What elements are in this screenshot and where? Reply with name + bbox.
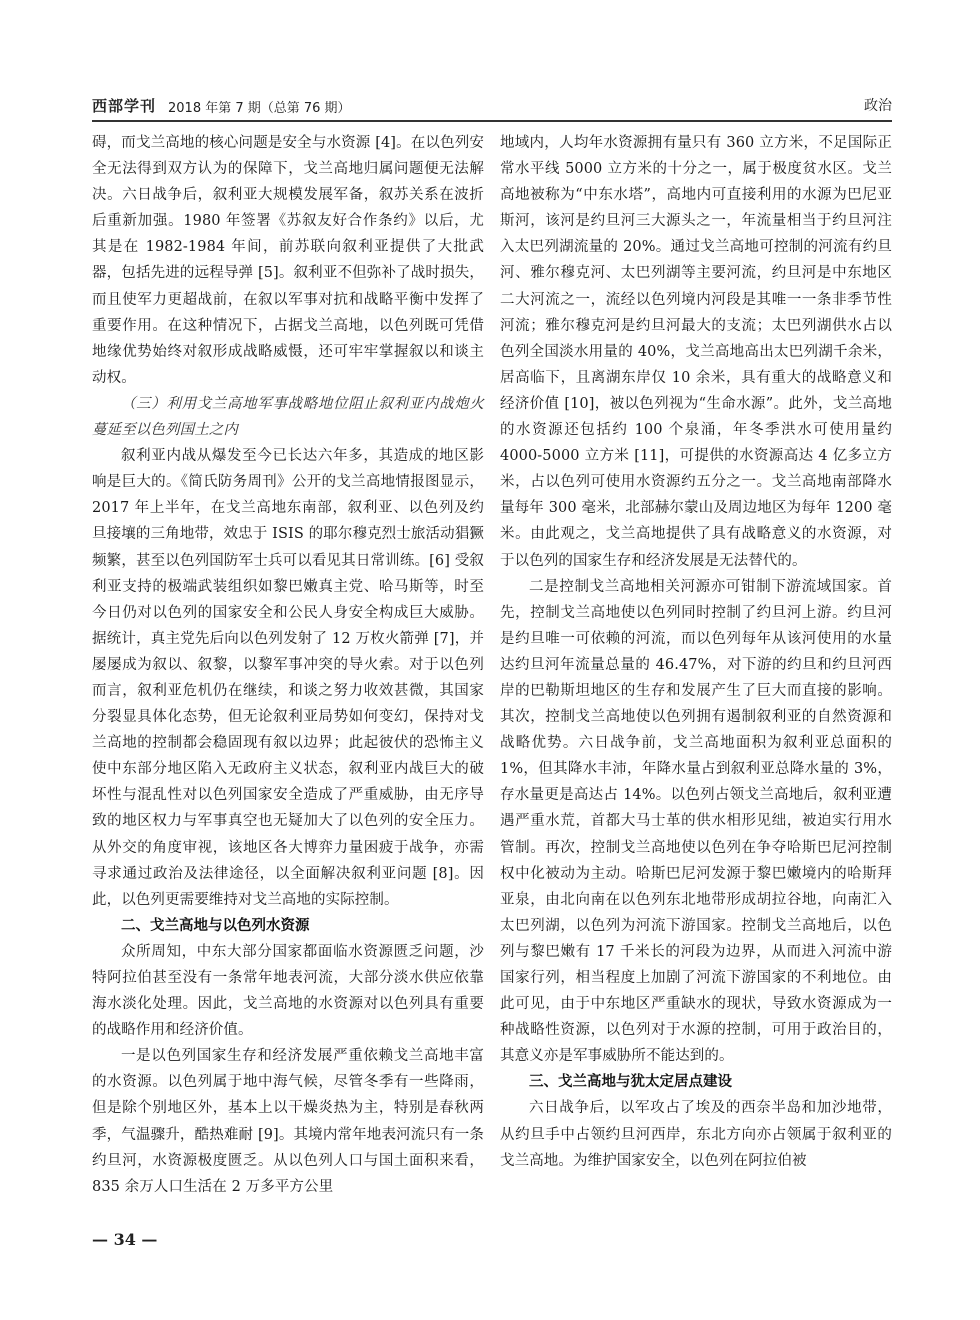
section-heading: 三、戈兰高地与犹太定居点建设 xyxy=(529,1074,732,1091)
paragraph: 众所周知，中东大部分国家都面临水资源匮乏问题，沙特阿拉伯甚至没有一条常年地表河流，大部分淡水供应依靠海水淡化处理。因此，戈兰高地的水资源对以色列具有重要的战略作用和经济价值。 xyxy=(92,943,484,1039)
paragraph: 一是以色列国家生存和经济发展严重依赖戈兰高地丰富的水资源。以色列属于地中海气候，尽管冬季有一些降雨，但是除个别地区外，基本上以干燥炎热为主，特别是春秋两季，气温骤升，酷热难耐 [9]。其境内常年地表河流只有一条约旦河，水资源极度匮乏。从以色列人口与国土面积来看，835 余万人口生活在 2 万多平方公里 xyxy=(92,1048,484,1195)
section-heading: 二、戈兰高地与以色列水资源 xyxy=(121,917,310,934)
paragraph: 地域内，人均年水资源拥有量只有 360 立方米，不足国际正常水平线 5000 立方米的十分之一，属于极度贫水区。戈兰高地被称为“中东水塔”，高地内可直接利用的水源为巴尼亚斯河，该河是约旦河三大源头之一，年流量相当于约旦河注入太巴列湖流量的 20%。通过戈兰高地可控制的河流有约旦河、雅尔穆克河、太巴列湖等主要河流，约旦河是中东地区二大河流之一，流经以色列境内河段是其唯一一条非季节性河流；雅尔穆克河是约旦河最大的支流；太巴列湖供水占以色列全国淡水用量的 40%，戈兰高地高出太巴列湖千余米，居高临下，且离湖东岸仅 10 余米，具有重大的战略意义和经济价值 [10]，被以色列视为“生命水源”。此外，戈兰高地的水资源还包括约 100 个泉涌，年冬季洪水可使用量约 4000-5000 立方米 [11]，可提供的水资源高达 4 亿多立方米，占以色列可使用水资源约五分之一。戈兰高地南部降水量每年 300 毫米，北部赫尔蒙山及周边地区为每年 1200 毫米。由此观之，戈兰高地提供了具有战略意义的水资源，对于以色列的国家生存和经济发展是无法替代的。 xyxy=(500,135,892,569)
right-column xyxy=(500,130,892,1174)
issue-info: 2018 年第 7 期（总第 76 期） xyxy=(168,101,351,116)
running-header xyxy=(92,93,892,119)
paragraph: 二是控制戈兰高地相关河源亦可钳制下游流域国家。首先，控制戈兰高地使以色列同时控制了约旦河上游。约旦河是约旦唯一可依赖的河流，而以色列每年从该河使用的水量达约旦河年流量总量的 46.47%，对下游的约旦和约旦河西岸的巴勒斯坦地区的生存和发展产生了巨大而直接的影响。其次，控制戈兰高地使以色列拥有遏制叙利亚的自然资源和战略优势。六日战争前，戈兰高地面积为叙利亚总面积的 1%，但其降水丰沛，年降水量占到叙利亚总降水量的 3%，存水量更是高达占 14%。以色列占领戈兰高地后，叙利亚遭遇严重水荒，首都大马士革的供水相形见绌，被迫实行用水管制。再次，控制戈兰高地使以色列在争夺哈斯巴尼河控制权中化被动为主动。哈斯巴尼河发源于黎巴嫩境内的哈斯拜亚泉，由北向南在以色列东北地带形成胡拉谷地，向南汇入太巴列湖，以色列为河流下游国家。控制戈兰高地后，以色列与黎巴嫩有 17 千米长的河段为边界，从而进入河流中游国家行列，相当程度上加剧了河流下游国家的不利地位。由此可见，由于中东地区严重缺水的现状，导致水资源成为一种战略性资源，以色列对于水源的控制，可用于政治目的，其意义亦是军事威胁所不能达到的。 xyxy=(500,578,892,1065)
paragraph: 六日战争后，以军攻占了埃及的西奈半岛和加沙地带，从约旦手中占领约旦河西岸，东北方向亦占领属于叙利亚的戈兰高地。为维护国家安全，以色列在阿拉伯被 xyxy=(500,1100,892,1169)
paragraph: 碍，而戈兰高地的核心问题是安全与水资源 [4]。在以色列安全无法得到双方认为的保障下，戈兰高地归属问题便无法解决。六日战争后，叙利亚大规模发展军备，叙苏关系在波折后重新加强。1980 年签署《苏叙友好合作条约》以后，尤其是在 1982-1984 年间，前苏联向叙利亚提供了大批武器，包括先进的远程导弹 [5]。叙利亚不但弥补了战时损失，而且使军力更超战前，在叙以军事对抗和战略平衡中发挥了重要作用。在这种情况下，占据戈兰高地，以色列既可凭借地缘优势始终对叙形成战略威慑，还可牢牢掌握叙以和谈主动权。 xyxy=(92,135,484,386)
page-number: — 34 — xyxy=(92,1230,158,1249)
left-column xyxy=(92,130,484,1200)
section-label: 政治 xyxy=(864,98,892,114)
subsection-heading: （三）利用戈兰高地军事战略地位阻止叙利亚内战炮火蔓延至以色列国土之内 xyxy=(92,395,484,439)
paragraph: 叙利亚内战从爆发至今已长达六年多，其造成的地区影响是巨大的。《简氏防务周刊》公开的戈兰高地情报图显示，2017 年上半年，在戈兰高地东南部，叙利亚、以色列及约旦接壤的三角地带，效忠于 ISIS 的耶尔穆克烈士旅活动猖獗频繁，甚至以色列国防军士兵可以看见其日常训练。[6] 受叙利亚支持的极端武装组织如黎巴嫩真主党、哈马斯等，时至今日仍对以色列的国家安全和公民人身安全构成巨大威胁。据统计，真主党先后向以色列发射了 12 万枚火箭弹 [7]，并屡屡成为叙以、叙黎，以黎军事冲突的导火索。对于以色列而言，叙利亚危机仍在继续，和谈之努力收效甚微，其国家分裂显具体化态势，但无论叙利亚局势如何变幻，保持对戈兰高地的控制都会稳固现有叙以边界；此起彼伏的恐怖主义使中东部分地区陷入无政府主义状态，叙利亚内战巨大的破坏性与混乱性对以色列国家安全造成了严重威胁，由无序导致的地区权力与军事真空也无疑加大了以色列的安全压力。从外交的角度审视，该地区各大博弈力量困疲于战争，亦需寻求通过政治及法律途径，以全面解决叙利亚问题 [8]。因此，以色列更需要维持对戈兰高地的实际控制。 xyxy=(92,448,484,908)
header-rule xyxy=(92,120,892,122)
journal-title: 西部学刊 xyxy=(92,97,157,115)
